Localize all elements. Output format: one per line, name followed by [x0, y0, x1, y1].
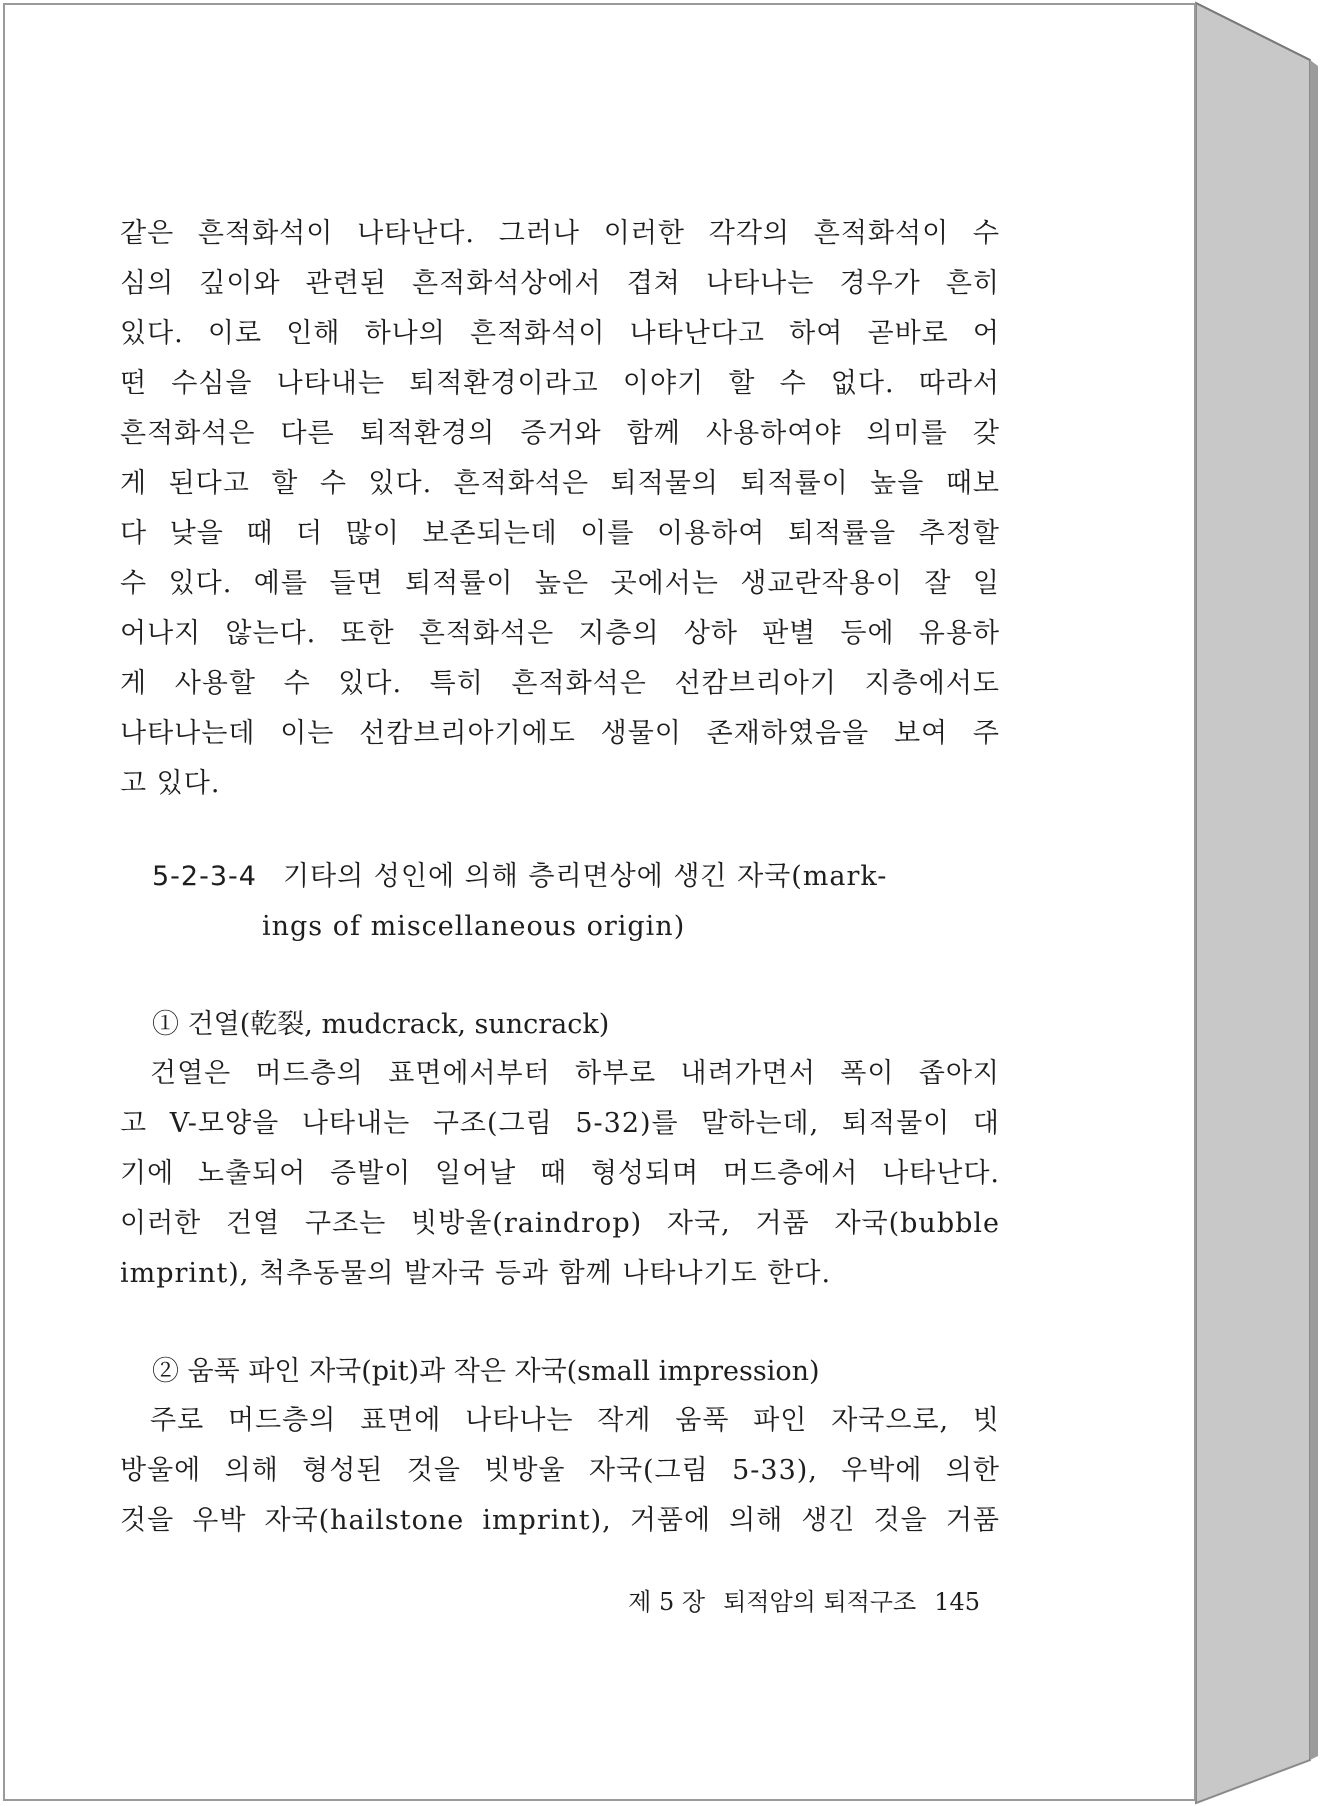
paragraph-line: 방울에 의해 형성된 것을 빗방울 자국(그림 5-33), 우박에 의한 — [120, 1455, 1000, 1486]
paragraph-line: 있다. 이로 인해 하나의 흔적화석이 나타난다고 하여 곧바로 어 — [120, 318, 1000, 349]
paragraph-line: 이러한 건열 구조는 빗방울(raindrop) 자국, 거품 자국(bubble — [120, 1208, 1000, 1239]
paragraph-pit — [120, 1396, 1000, 1546]
section-number: 5-2-3-4 — [152, 861, 257, 892]
paragraph-line: 고 V-모양을 나타내는 구조(그림 5-32)를 말하는데, 퇴적물이 대 — [120, 1108, 1000, 1139]
page-footer — [600, 1582, 980, 1622]
paragraph-line: 기에 노출되어 증발이 일어날 때 형성되며 머드층에서 나타난다. — [120, 1158, 1000, 1189]
paragraph-line: 어나지 않는다. 또한 흔적화석은 지층의 상하 판별 등에 유용하 — [120, 618, 1000, 649]
paragraph-line: 같은 흔적화석이 나타난다. 그러나 이러한 각각의 흔적화석이 수 — [120, 218, 1000, 249]
paragraph-line: 떤 수심을 나타내는 퇴적환경이라고 이야기 할 수 없다. 따라서 — [120, 368, 1000, 399]
paragraph-last-line: 고 있다. — [120, 768, 221, 799]
section-title-line2: ings of miscellaneous origin) — [262, 911, 686, 942]
footer-chapter: 제 5 장 — [628, 1588, 706, 1616]
footer-title: 퇴적암의 퇴적구조 — [723, 1588, 917, 1616]
paragraph-trace-fossils — [120, 209, 1000, 809]
paragraph-line: 나타나는데 이는 선캄브리아기에도 생물이 존재하였음을 보여 주 — [120, 718, 1000, 749]
section-title-line1: 기타의 성인에 의해 층리면상에 생긴 자국(mark- — [282, 861, 888, 892]
paragraph-mudcrack — [120, 1049, 1000, 1299]
paragraph-line: 수 있다. 예를 들면 퇴적률이 높은 곳에서는 생교란작용이 잘 일 — [120, 568, 1000, 599]
paragraph-line: 게 된다고 할 수 있다. 흔적화석은 퇴적물의 퇴적률이 높을 때보 — [120, 468, 1000, 499]
paragraph-last-line: imprint), 척추동물의 발자국 등과 함께 나타나기도 한다. — [120, 1258, 832, 1289]
page-number: 145 — [934, 1588, 980, 1616]
item-heading-mudcrack: ① 건열(乾裂, mudcrack, suncrack) — [152, 1009, 610, 1040]
paragraph-line: 다 낮을 때 더 많이 보존되는데 이를 이용하여 퇴적률을 추정할 — [120, 518, 1000, 549]
item-heading-pit: ② 움푹 파인 자국(pit)과 작은 자국(small impression) — [152, 1356, 820, 1387]
paragraph-line: 심의 깊이와 관련된 흔적화석상에서 겹쳐 나타나는 경우가 흔히 — [120, 268, 1000, 299]
paragraph-line: 흔적화석은 다른 퇴적환경의 증거와 함께 사용하여야 의미를 갖 — [120, 418, 1000, 449]
paragraph-line: 것을 우박 자국(hailstone imprint), 거품에 의해 생긴 것을 거품 — [120, 1505, 1000, 1536]
paragraph-line: 게 사용할 수 있다. 특히 흔적화석은 선캄브리아기 지층에서도 — [120, 668, 1000, 699]
paragraph-line: 건열은 머드층의 표면에서부터 하부로 내려가면서 폭이 좁아지 — [150, 1058, 1000, 1089]
section-heading — [152, 852, 1002, 952]
paragraph-line: 주로 머드층의 표면에 나타나는 작게 움푹 파인 자국으로, 빗 — [150, 1405, 1000, 1436]
